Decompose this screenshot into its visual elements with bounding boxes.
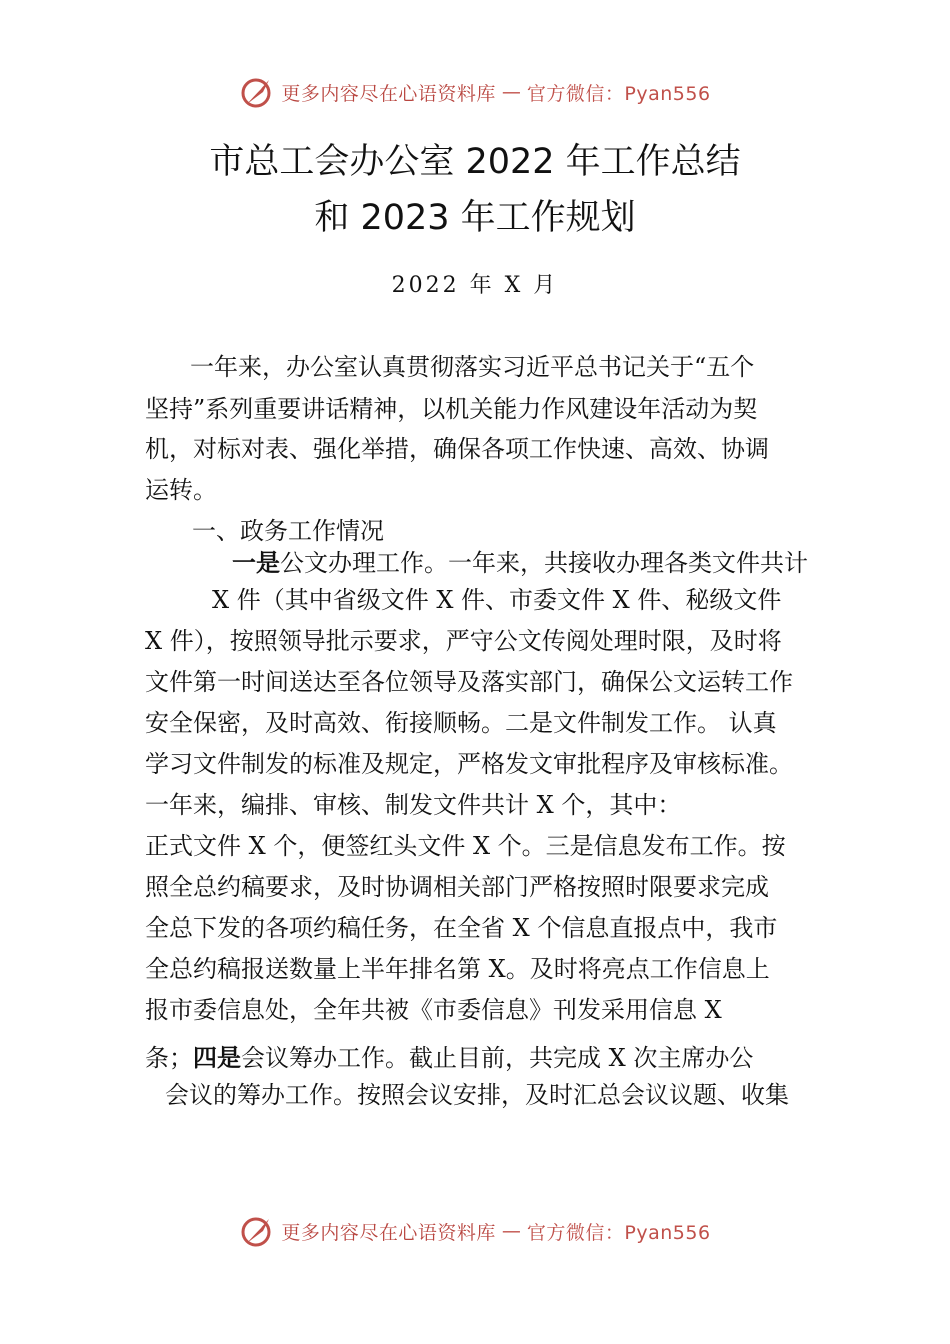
- item-label: 一是: [232, 549, 280, 577]
- paragraph-line: 机，对标对表、强化举措，确保各项工作快速、高效、协调: [145, 435, 769, 463]
- document-title-line1: 市总工会办公室 2022 年工作总结: [209, 142, 741, 182]
- paragraph-line: 一年来，办公室认真贯彻落实习近平总书记关于“五个: [190, 353, 755, 381]
- paragraph-line: X 件（其中省级文件 X 件、市委文件 X 件、秘级文件: [212, 586, 782, 614]
- paragraph-line: 运转。: [145, 476, 217, 504]
- wechat-contact: 官方微信：Pyan556: [526, 1221, 711, 1244]
- paragraph-line: 学习文件制发的标准及规定，严格发文审批程序及审核标准。: [145, 750, 793, 778]
- brand-text: 更多内容尽在心语资料库: [281, 82, 496, 105]
- paragraph-line: 坚持”系列重要讲话精神，以机关能力作风建设年活动为契: [145, 395, 758, 423]
- paragraph-line: X 件），按照领导批示要求，严守公文传阅处理时限，及时将: [145, 627, 782, 655]
- paragraph-line: 正式文件 X 个，便签红头文件 X 个。三是信息发布工作。按: [145, 832, 786, 860]
- banner-separator: —: [501, 81, 521, 103]
- paragraph-line: 照全总约稿要求，及时协调相关部门严格按照时限要求完成: [145, 873, 769, 901]
- header-banner: [0, 70, 950, 114]
- banner-separator: —: [501, 1220, 521, 1242]
- quill-logo-icon: [239, 74, 275, 110]
- section-heading: 一、政务工作情况: [192, 517, 384, 545]
- wechat-contact: 官方微信：Pyan556: [526, 82, 711, 105]
- document-date: 2022 年 X 月: [391, 273, 559, 298]
- item-prefix: 条；: [145, 1044, 193, 1072]
- item-text: 公文办理工作。一年来，共接收办理各类文件共计: [280, 549, 808, 577]
- footer-banner: [0, 1209, 950, 1253]
- paragraph-line: 会议的筹办工作。按照会议安排，及时汇总会议议题、收集: [165, 1081, 789, 1109]
- paragraph-line: 文件第一时间送达至各位领导及落实部门，确保公文运转工作: [145, 668, 793, 696]
- paragraph-line: 报市委信息处，全年共被《市委信息》刊发采用信息 X: [145, 996, 722, 1024]
- paragraph-line: 一年来，编排、审核、制发文件共计 X 个，其中：: [145, 791, 682, 819]
- brand-text: 更多内容尽在心语资料库: [281, 1221, 496, 1244]
- paragraph-line: 全总约稿报送数量上半年排名第 X。及时将亮点工作信息上: [145, 955, 770, 983]
- paragraph-line: 安全保密，及时高效、衔接顺畅。二是文件制发工作。 认真: [145, 709, 777, 737]
- document-title-line2: 和 2023 年工作规划: [314, 198, 636, 238]
- paragraph-line: 全总下发的各项约稿任务，在全省 X 个信息直报点中，我市: [145, 914, 778, 942]
- paragraph-line: [232, 548, 808, 578]
- item-label: 四是: [193, 1044, 241, 1072]
- paragraph-line: [145, 1043, 753, 1073]
- quill-logo-icon: [239, 1213, 275, 1249]
- item-text: 会议筹办工作。截止目前，共完成 X 次主席办公: [241, 1044, 754, 1072]
